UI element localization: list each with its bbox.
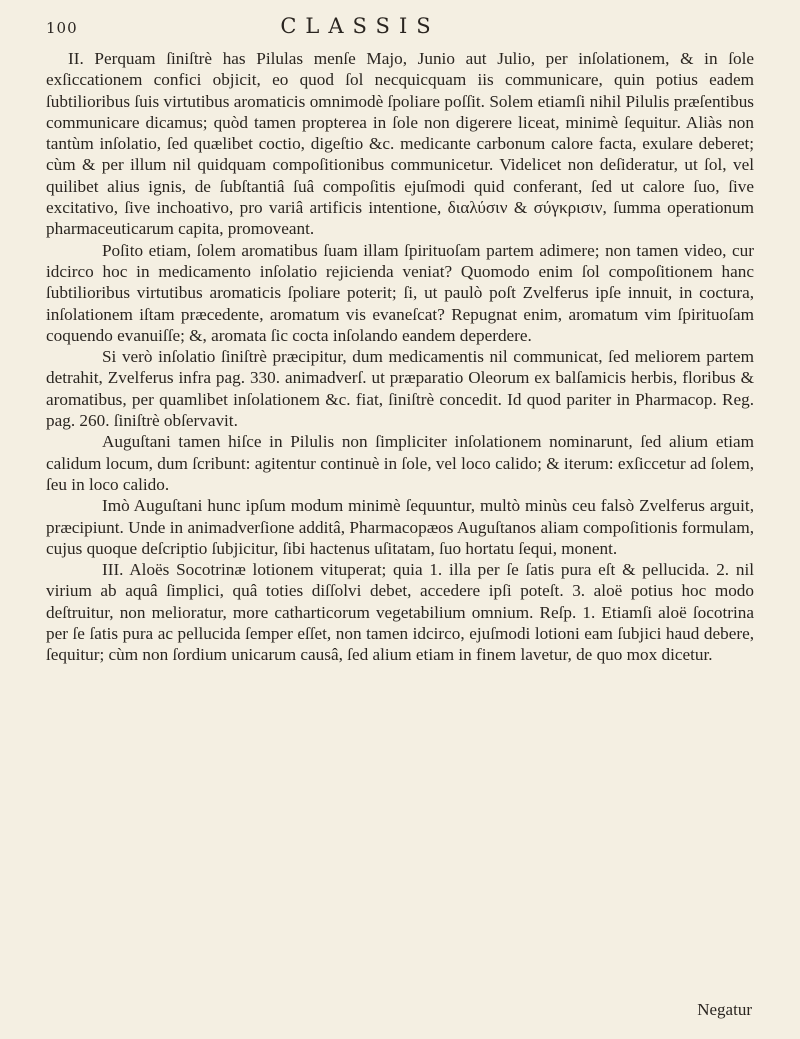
paragraph-6: III. Aloës Socotrinæ lotionem vituperat; quia 1. illa per ſe ſatis pura eſt & pellucida. 2. nil virium ab aquâ ſimplici, quâ toties diſſolvi debet, accedere ipſi poteſt. 3. aloë potius hoc modo deſtruitur, non melioratur, more catharticorum vegetabilium omnium. Reſp. 1. Etiamſi aloë ſocotrina per ſe ſatis pura ac pellucida ſemper eſſet, non tamen idcirco, ejuſmodi lotioni eam ſubjici haud debere, ſequitur; cùm non ſordium unicarum causâ, ſed alium etiam in finem lavetur, de quo mox dicetur. — [46, 560, 754, 665]
paragraph-1: II. Perquam ſiniſtrè has Pilulas menſe Majo, Junio aut Julio, per inſolationem, & in ſole exſiccationem confici objicit, eo quod ſol necquicquam iis communicare, quin potius eadem ſubtilioribus ſuis virtutibus aromaticis omnimodè ſpoliare poſſit. Solem etiamſi nihil Pilulis præſentibus communicare dicamus; quòd tamen propterea in ſole non digerere liceat, minimè ſequitur. Aliàs non tantùm inſolatio, ſed quælibet coctio, digeſtio &c. medicante carbonum calore facta, exulare deberet; cùm & per illum nil quidquam compoſitionibus communicetur. Videlicet non deſideratur, ut ſol, vel quilibet alius ignis, de ſubſtantiâ ſuâ compoſitis ejuſmodi quid conferant, ſed ut calore ſuo, ſive excitativo, ſive inchoativo, pro variâ artificis intentione, διαλύσιν & σύγκρισιν, ſumma operationum pharmaceuticarum capita, promoveant. — [46, 49, 754, 239]
paragraph-4: Auguſtani tamen hiſce in Pilulis non ſimpliciter inſolationem nominarunt, ſed alium etiam calidum locum, dum ſcribunt: agitentur continuè in ſole, vel loco calido; & iterum: exſiccetur ad ſolem, ſeu in loco calido. — [46, 432, 754, 494]
paragraph-5: Imò Auguſtani hunc ipſum modum minimè ſequuntur, multò minùs ceu falsò Zvelferus arguit, præcipiunt. Unde in animadverſione additâ, Pharmacopæos Auguſtanos aliam compoſitionis formulam, cujus quoque deſcriptio ſubjicitur, ſibi hactenus uſitatam, ſuo hortatu ſequi, monent. — [46, 496, 754, 558]
page-header — [46, 14, 754, 48]
body-text — [46, 48, 754, 666]
catchword: Negatur — [697, 1000, 752, 1019]
paragraph-2: Poſito etiam, ſolem aromatibus ſuam illam ſpirituoſam partem adimere; non tamen video, cur idcirco hoc in medicamento inſolatio rejicienda veniat? Quomodo enim ſol compoſitionem hanc ſubtilioribus virtutibus aromaticis ſpoliare poterit; ſi, ut paulò poſt Zvelferus ipſe innuit, in coctura, inſolationem iſtam præcedente, aromatum vis evaneſcat? Repugnat enim, aromatum vim ſpirituoſam coquendo evanuiſſe; &, aromata ſic cocta inſolando eandem deperdere. — [46, 240, 754, 345]
paragraph-3: Si verò inſolatio ſiniſtrè præcipitur, dum medicamentis nil communicat, ſed meliorem partem detrahit, Zvelferus infra pag. 330. animadverſ. ut præparatio Oleorum ex balſamicis herbis, floribus & aromatibus, per quamlibet inſolationem &c. fiat, ſiniſtrè concedit. Id quod pariter in Pharmacop. Reg. pag. 260. ſiniſtrè obſervavit. — [46, 347, 754, 431]
running-title: CLASSIS — [280, 14, 440, 38]
page-number: 100 — [46, 19, 78, 37]
